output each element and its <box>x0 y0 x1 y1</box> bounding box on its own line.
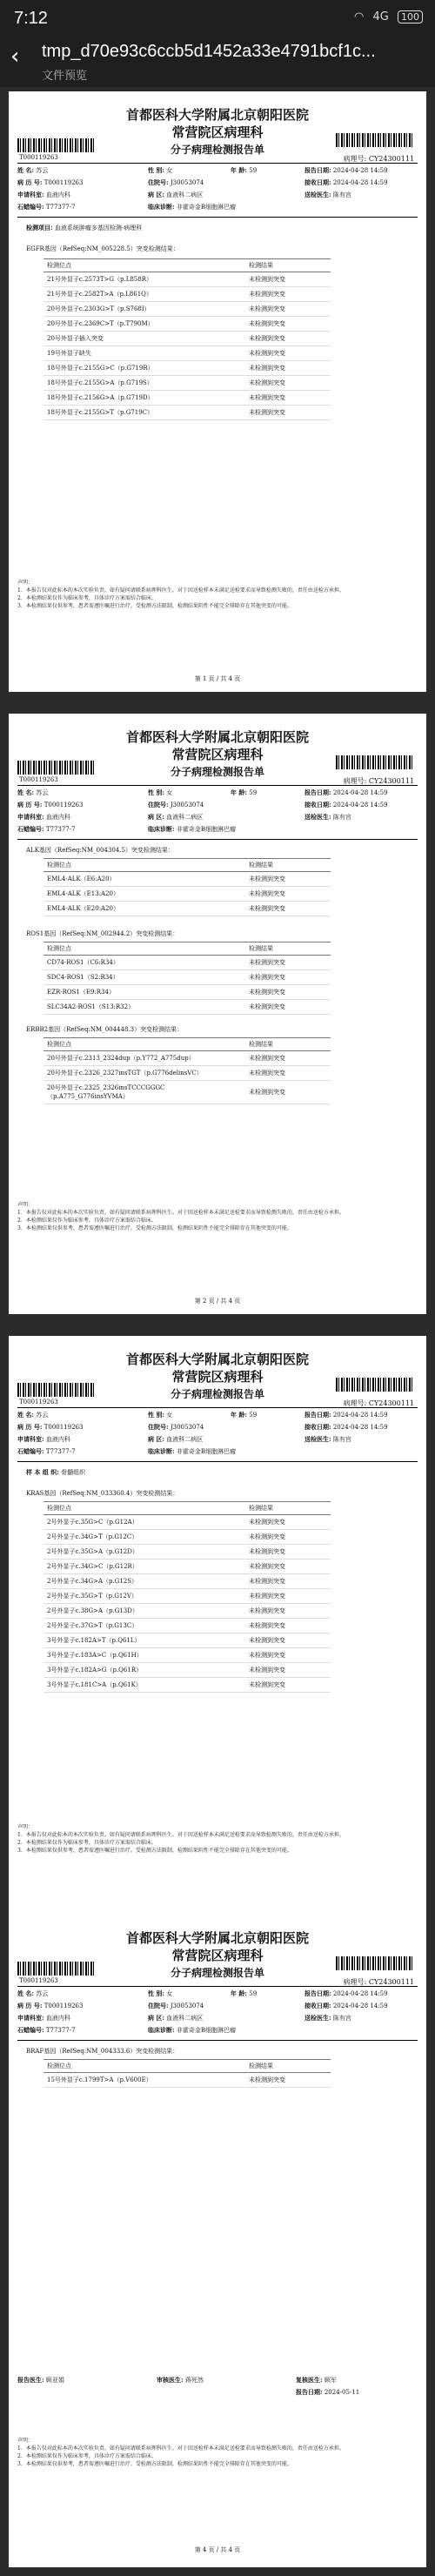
barcode-id: T000119263 <box>19 1977 58 1984</box>
site-cell: 20号外显子c.2303G>T（p.S768I） <box>44 302 245 317</box>
site-cell: 20号外显子c.2326_2327insTGT（p.G776delinsVC） <box>44 1066 245 1081</box>
barcode-id: T000119263 <box>19 1399 58 1405</box>
result-cell: 未检测到突变 <box>245 2073 331 2088</box>
egfr-result-table <box>44 258 331 420</box>
result-cell: 未检测到突变 <box>245 361 331 376</box>
report-page-3 <box>9 1336 426 1936</box>
result-cell: 未检测到突变 <box>245 1545 331 1560</box>
barcode-left <box>17 1962 96 1976</box>
table-row <box>44 376 331 391</box>
specimen: 样 本 组 织: 骨髓组织 <box>26 1468 86 1476</box>
kras-title: KRAS基因（RefSeq:NM_033360.4）突变检测结果： <box>26 1490 179 1497</box>
divider <box>17 1407 418 1408</box>
ros1-title: ROS1基因（RefSeq:NM_002944.2）突变检测结果： <box>26 930 179 937</box>
site-cell: 2号外显子c.34G>T（p.G12C） <box>44 1530 245 1545</box>
result-cell: 未检测到突变 <box>245 956 331 970</box>
result-cell: 未检测到突变 <box>245 970 331 985</box>
table-row <box>44 1648 331 1663</box>
col-site: 检测位点 <box>44 943 245 956</box>
result-cell: 未检测到突变 <box>245 1066 331 1081</box>
table-row <box>44 1633 331 1648</box>
result-cell: 未检测到突变 <box>245 287 331 302</box>
divider <box>17 217 418 218</box>
result-cell: 未检测到突变 <box>245 391 331 406</box>
site-cell: 2号外显子c.37G>T（p.G13C） <box>44 1619 245 1633</box>
report-title: 分子病理检测报告单 <box>170 1388 264 1400</box>
col-site: 检测位点 <box>44 1502 245 1515</box>
result-cell: 未检测到突变 <box>245 1633 331 1648</box>
table-row <box>44 1000 331 1015</box>
table-row <box>44 1663 331 1678</box>
table-row <box>44 902 331 916</box>
result-cell: 未检测到突变 <box>245 1678 331 1693</box>
site-cell: CD74-ROS1（C6:R34） <box>44 956 245 970</box>
divider <box>17 163 418 164</box>
result-cell: 未检测到突变 <box>245 872 331 887</box>
hospital-name: 首都医科大学附属北京朝阳医院 <box>125 729 309 745</box>
page-number: 第 2 页 / 共 4 页 <box>194 1298 241 1305</box>
result-cell: 未检测到突变 <box>245 1574 331 1589</box>
divider <box>17 2040 418 2041</box>
site-cell: 2号外显子c.35G>A（p.G12D） <box>44 1545 245 1560</box>
back-arrow-icon[interactable]: ‹ <box>10 44 20 70</box>
col-site: 检测位点 <box>44 259 245 272</box>
patient-info: 姓 名: 苏云 性 别: 女 年 龄: 59 报告日期: 2024-04-28 14:59 病 历 号: T000119263 住院号: J30053074 接收日期: 2024-04-28 14:59 申请科室: 血液内科 病 区: 血液科二病区 送检医生: 陈有宫 石蜡编号: T77377-7 临床诊断: 非霍奇金B细胞淋巴瘤 <box>17 788 388 833</box>
alk-title: ALK基因（RefSeq:NM_004304.5）突变检测结果： <box>26 847 174 854</box>
table-row <box>44 406 331 420</box>
erbb2-result-table <box>44 1037 331 1104</box>
table-row <box>44 302 331 317</box>
declaration-notes: 声明： 1．本报告仅对此标本的本次实验负责。如有疑问请联系病理科医生。对于因送检样本未满足送检要求而导致检测失败的，责任由送检方承担。 2．本检测结果仅作为临床参考，具体诊疗方案需结合临床。 3．本检测结果仅供参考，患者需遵医嘱进行治疗。受检测方法限制，检测结果阴性不能完全排除存在其他突变的可能。 <box>17 1824 345 1854</box>
site-cell: EML4-ALK（E13:A20） <box>44 887 245 902</box>
table-row <box>44 272 331 287</box>
site-cell: 20号外显子c.2313_2324dup（p.Y772_A775dup） <box>44 1051 245 1066</box>
result-cell: 未检测到突变 <box>245 302 331 317</box>
table-row <box>44 1678 331 1693</box>
site-cell: 18号外显子c.2155G>A（p.G719S） <box>44 376 245 391</box>
kras-result-table <box>44 1501 331 1693</box>
site-cell: 18号外显子c.2156G>A（p.G719D） <box>44 391 245 406</box>
result-cell: 未检测到突变 <box>245 1000 331 1015</box>
hospital-name: 首都医科大学附属北京朝阳医院 <box>125 1930 309 1946</box>
site-cell: 3号外显子c.181C>A（p.Q61K） <box>44 1678 245 1693</box>
table-row <box>44 1515 331 1530</box>
table-row <box>44 1574 331 1589</box>
braf-title: BRAF基因（RefSeq:NM_004333.6）突变检测结果： <box>26 2048 179 2055</box>
egfr-title: EGFR基因（RefSeq:NM_005228.5）突变检测结果： <box>26 245 179 252</box>
braf-result-table <box>44 2059 331 2088</box>
site-cell: 2号外显子c.38G>A（p.G13D） <box>44 1604 245 1619</box>
network-label: 4G <box>372 10 389 23</box>
site-cell: 2号外显子c.35G>C（p.G12A） <box>44 1515 245 1530</box>
table-row <box>44 346 331 361</box>
site-cell: 2号外显子c.34G>A（p.G12S） <box>44 1574 245 1589</box>
barcode-id: T000119263 <box>19 776 58 783</box>
report-title: 分子病理检测报告单 <box>170 1967 264 1979</box>
report-title: 分子病理检测报告单 <box>170 766 264 778</box>
table-row <box>44 1066 331 1081</box>
result-cell: 未检测到突变 <box>245 1604 331 1619</box>
table-row <box>44 887 331 902</box>
result-cell: 未检测到突变 <box>245 1589 331 1604</box>
col-site: 检测位点 <box>44 1038 245 1051</box>
page-number: 第 4 页 / 共 4 页 <box>194 2546 241 2553</box>
divider <box>17 785 418 786</box>
table-row <box>44 391 331 406</box>
col-result: 检测结果 <box>245 859 331 872</box>
site-cell: 20号外显子插入突变 <box>44 332 245 346</box>
col-site: 检测位点 <box>44 859 245 872</box>
patient-info: 姓 名: 苏云 性 别: 女 年 龄: 59 报告日期: 2024-04-28 14:59 病 历 号: T000119263 住院号: J30053074 接收日期: 2024-04-28 14:59 申请科室: 血液内科 病 区: 血液科二病区 送检医生: 陈有宫 石蜡编号: T77377-7 临床诊断: 非霍奇金B细胞淋巴瘤 <box>17 166 388 211</box>
site-cell: SDC4-ROS1（S2:R34） <box>44 970 245 985</box>
site-cell: 18号外显子c.2155G>T（p.G719C） <box>44 406 245 420</box>
file-subtitle: 文件预览 <box>42 69 88 82</box>
table-row <box>44 332 331 346</box>
col-result: 检测结果 <box>245 1038 331 1051</box>
report-page-1 <box>9 91 426 692</box>
result-cell: 未检测到突变 <box>245 887 331 902</box>
table-row <box>44 970 331 985</box>
table-row <box>44 287 331 302</box>
pathology-number: 病理号: CY24300111 <box>343 1399 414 1407</box>
table-row <box>44 1051 331 1066</box>
status-icons <box>349 10 423 23</box>
table-row <box>44 1619 331 1633</box>
table-row <box>44 361 331 376</box>
pathology-number: 病理号: CY24300111 <box>343 1978 414 1986</box>
result-cell: 未检测到突变 <box>245 1515 331 1530</box>
result-cell: 未检测到突变 <box>245 317 331 332</box>
report-page-4 <box>9 1915 426 2567</box>
report-title: 分子病理检测报告单 <box>170 144 264 156</box>
col-result: 检测结果 <box>245 1502 331 1515</box>
barcode-right <box>336 755 414 769</box>
declaration-notes: 声明： 1．本报告仅对此标本的本次实验负责。如有疑问请联系病理科医生。对于因送检样本未满足送检要求而导致检测失败的，责任由送检方承担。 2．本检测结果仅作为临床参考，具体诊疗方案需结合临床。 3．本检测结果仅供参考，患者需遵医嘱进行治疗。受检测方法限制，检测结果阴性不能完全排除存在其他突变的可能。 <box>17 580 345 609</box>
table-row <box>44 1604 331 1619</box>
site-cell: 3号外显子c.183A>C（p.Q61H） <box>44 1648 245 1663</box>
result-cell: 未检测到突变 <box>245 1560 331 1574</box>
result-cell: 未检测到突变 <box>245 1051 331 1066</box>
campus-name: 常营院区病理科 <box>171 747 264 762</box>
erbb2-title: ERBB2基因（RefSeq:NM_004448.3）突变检测结果： <box>26 1026 184 1033</box>
divider <box>17 839 418 840</box>
battery-icon: 100 <box>398 10 423 23</box>
result-cell: 未检测到突变 <box>245 346 331 361</box>
table-row <box>44 1530 331 1545</box>
file-title: tmp_d70e93c6ccb5d1452a33e4791bcf1c... <box>42 42 376 61</box>
barcode-right <box>336 1378 414 1392</box>
report-page-2 <box>9 714 426 1314</box>
hospital-name: 首都医科大学附属北京朝阳医院 <box>125 107 309 123</box>
patient-info: 姓 名: 苏云 性 别: 女 年 龄: 59 报告日期: 2024-04-28 14:59 病 历 号: T000119263 住院号: J30053074 接收日期: 2024-04-28 14:59 申请科室: 血液内科 病 区: 血液科二病区 送检医生: 陈有宫 石蜡编号: T77377-7 临床诊断: 非霍奇金B细胞淋巴瘤 <box>17 1411 388 1455</box>
site-cell: 2号外显子c.34G>C（p.G12R） <box>44 1560 245 1574</box>
campus-name: 常营院区病理科 <box>171 1948 264 1963</box>
table-row <box>44 985 331 1000</box>
result-cell: 未检测到突变 <box>245 1530 331 1545</box>
table-row <box>44 1589 331 1604</box>
table-row <box>44 1545 331 1560</box>
patient-info: 姓 名: 苏云 性 别: 女 年 龄: 59 报告日期: 2024-04-28 14:59 病 历 号: T000119263 住院号: J30053074 接收日期: 2024-04-28 14:59 申请科室: 血液内科 病 区: 血液科二病区 送检医生: 陈有宫 石蜡编号: T77377-7 临床诊断: 非霍奇金B细胞淋巴瘤 <box>17 1989 388 2034</box>
divider <box>17 1986 418 1987</box>
result-cell: 未检测到突变 <box>245 272 331 287</box>
campus-name: 常营院区病理科 <box>171 1369 264 1385</box>
site-cell: 21号外显子c.2573T>G（p.L858R） <box>44 272 245 287</box>
site-cell: 15号外显子c.1799T>A（p.V600E） <box>44 2073 245 2088</box>
table-row <box>44 872 331 887</box>
declaration-notes: 声明： 1．本报告仅对此标本的本次实验负责。如有疑问请联系病理科医生。对于因送检样本未满足送检要求而导致检测失败的，责任由送检方承担。 2．本检测结果仅作为临床参考，具体诊疗方案需结合临床。 3．本检测结果仅供参考，患者需遵医嘱进行治疗。受检测方法限制，检测结果阴性不能完全排除存在其他突变的可能。 <box>17 1202 345 1231</box>
barcode-left <box>17 138 96 152</box>
col-result: 检测结果 <box>245 2060 331 2073</box>
site-cell: EML4-ALK（E6:A20） <box>44 872 245 887</box>
site-cell: 19号外显子缺失 <box>44 346 245 361</box>
barcode-left <box>17 1383 96 1397</box>
site-cell: 2号外显子c.35G>T（p.G12V） <box>44 1589 245 1604</box>
col-result: 检测结果 <box>245 259 331 272</box>
result-cell: 未检测到突变 <box>245 985 331 1000</box>
pathology-number: 病理号: CY24300111 <box>343 777 414 785</box>
result-cell: 未检测到突变 <box>245 332 331 346</box>
status-time: 7:12 <box>14 9 48 28</box>
col-site: 检测位点 <box>44 2060 245 2073</box>
site-cell: SLC34A2-ROS1（S13:R32） <box>44 1000 245 1015</box>
barcode-right <box>336 1956 414 1970</box>
result-cell: 未检测到突变 <box>245 376 331 391</box>
result-cell: 未检测到突变 <box>245 406 331 420</box>
ros1-result-table <box>44 942 331 1015</box>
alk-result-table <box>44 858 331 916</box>
page-number: 第 1 页 / 共 4 页 <box>194 675 241 682</box>
result-cell: 未检测到突变 <box>245 1619 331 1633</box>
result-cell: 未检测到突变 <box>245 902 331 916</box>
pathology-number: 病理号: CY24300111 <box>343 155 414 163</box>
table-row <box>44 2073 331 2088</box>
col-result: 检测结果 <box>245 943 331 956</box>
declaration-notes: 声明： 1．本报告仅对此标本的本次实验负责。如有疑问请联系病理科医生。对于因送检样本未满足送检要求而导致检测失败的，责任由送检方承担。 2．本检测结果仅作为临床参考，具体诊疗方案需结合临床。 3．本检测结果仅供参考，患者需遵医嘱进行治疗。受检测方法限制，检测结果阴性不能完全排除存在其他突变的可能。 <box>17 2438 345 2467</box>
table-row <box>44 1560 331 1574</box>
hospital-name: 首都医科大学附属北京朝阳医院 <box>125 1352 309 1367</box>
barcode-id: T000119263 <box>19 154 58 161</box>
barcode-right <box>336 133 414 147</box>
result-cell: 未检测到突变 <box>245 1648 331 1663</box>
app-header <box>0 0 435 87</box>
table-row <box>44 317 331 332</box>
site-cell: 3号外显子c.182A>T（p.Q61L） <box>44 1633 245 1648</box>
site-cell: 18号外显子c.2155G>C（p.G719R） <box>44 361 245 376</box>
result-cell: 未检测到突变 <box>245 1663 331 1678</box>
campus-name: 常营院区病理科 <box>171 124 264 140</box>
divider <box>17 1461 418 1462</box>
wifi-icon: ◠ <box>354 10 365 23</box>
signature-block: 报告医生: 顾亚娟 审核医生: 蒋死然 复核医生: 顾军 报告日期: 2024-05-11 <box>17 2376 360 2396</box>
barcode-left <box>17 761 96 775</box>
site-cell: EZR-ROS1（E9:R34） <box>44 985 245 1000</box>
table-row <box>44 956 331 970</box>
site-cell: 21号外显子c.2582T>A（p.L861Q） <box>44 287 245 302</box>
site-cell: 20号外显子c.2325_2326insTCCCGGGC（p.A775_G776insYVMA） <box>44 1081 245 1104</box>
site-cell: 3号外显子c.182A>G（p.Q61R） <box>44 1663 245 1678</box>
test-item: 检测项目: 血液系统肿瘤多基因检测-病理科 <box>26 224 143 231</box>
site-cell: EML4-ALK（E20:A20） <box>44 902 245 916</box>
result-cell: 未检测到突变 <box>245 1081 331 1104</box>
site-cell: 20号外显子c.2369C>T（p.T790M） <box>44 317 245 332</box>
table-row <box>44 1081 331 1104</box>
